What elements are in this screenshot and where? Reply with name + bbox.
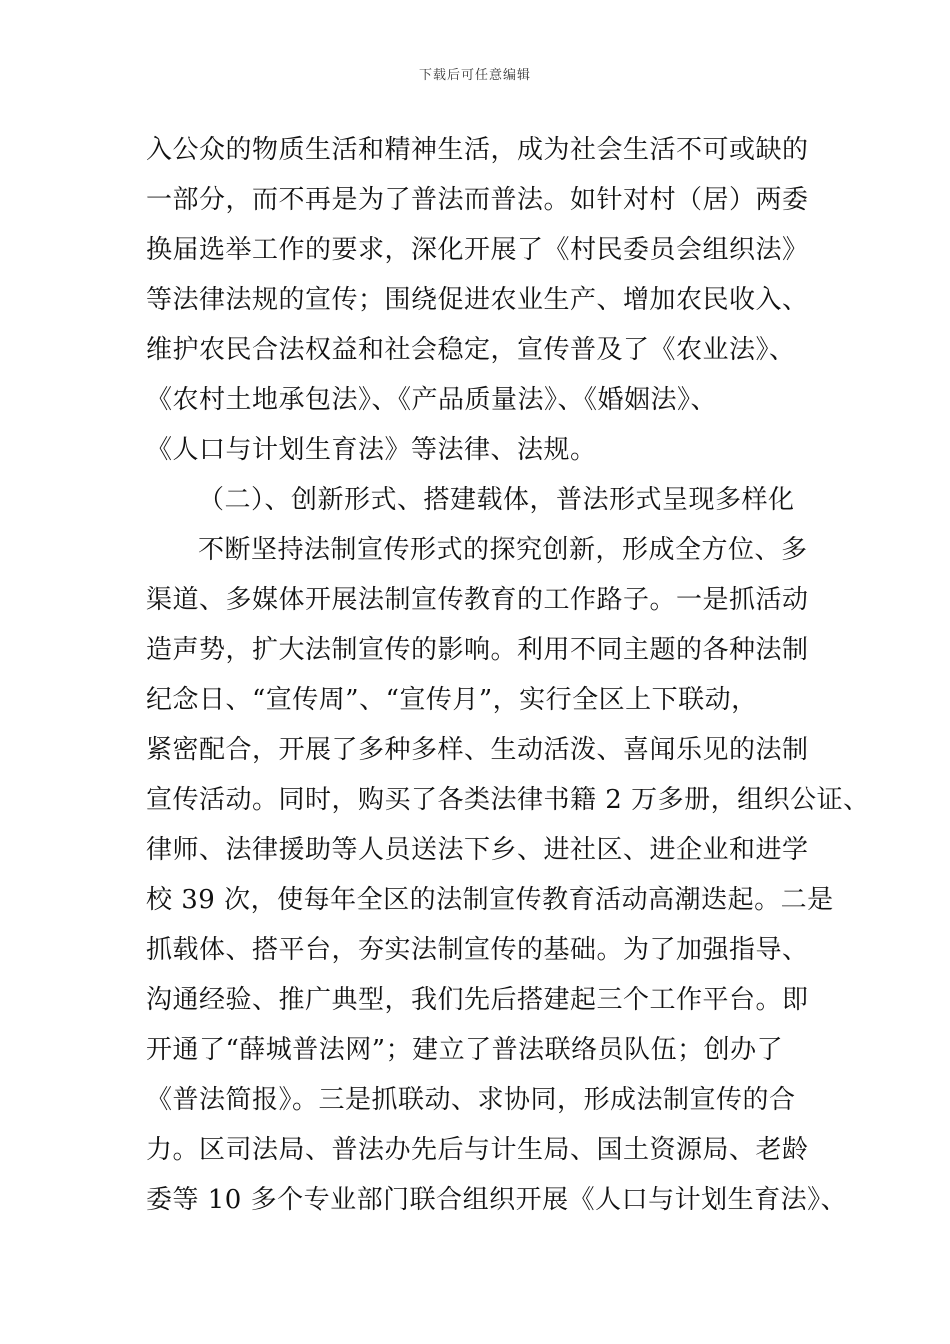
text-line-2: 一部分，而不再是为了普法而普法。如针对村（居）两委 [146,185,809,215]
text-line-17: 抓载体、搭平台，夯实法制宣传的基础。为了加强指导、 [146,935,809,965]
text-line-14: 宣传活动。同时，购买了各类法律书籍 2 万多册，组织公证、 [146,785,870,815]
text-line-18: 沟通经验、推广典型，我们先后搭建起三个工作平台。即 [146,985,809,1015]
text-line-11: 造声势，扩大法制宣传的影响。利用不同主题的各种法制 [146,635,809,665]
text-line-13: 紧密配合，开展了多种多样、生动活泼、喜闻乐见的法制 [146,735,809,765]
text-line-22: 委等 10 多个专业部门联合组织开展《人口与计划生育法》、 [146,1185,848,1215]
text-line-9: 不断坚持法制宣传形式的探究创新，形成全方位、多 [198,535,808,565]
text-line-15: 律师、法律援助等人员送法下乡、进社区、进企业和进学 [146,835,809,865]
text-line-21: 力。区司法局、普法办先后与计生局、国土资源局、老龄 [146,1135,809,1165]
section-heading: （二）、创新形式、搭建载体，普法形式呈现多样化 [198,485,795,515]
text-line-5: 维护农民合法权益和社会稳定，宣传普及了《农业法》、 [146,335,796,365]
text-line-1: 入公众的物质生活和精神生活，成为社会生活不可或缺的 [146,135,809,165]
text-line-19: 开通了“薛城普法网”；建立了普法联络员队伍；创办了 [146,1035,784,1065]
text-line-3: 换届选举工作的要求，深化开展了《村民委员会组织法》 [146,235,809,265]
text-line-4: 等法律法规的宣传；围绕促进农业生产、增加农民收入、 [146,285,809,315]
text-line-10: 渠道、多媒体开展法制宣传教育的工作路子。一是抓活动 [146,585,809,615]
text-line-20: 《普法简报》。三是抓联动、求协同，形成法制宣传的合 [146,1085,796,1115]
text-line-16: 校 39 次，使每年全区的法制宣传教育活动高潮迭起。二是 [146,885,834,915]
header-note: 下载后可任意编辑 [418,68,531,83]
text-line-12: 纪念日、“宣传周”、“宣传月”，实行全区上下联动， [146,685,758,715]
text-line-7: 《人口与计划生育法》等法律、法规。 [146,435,597,465]
text-line-6: 《农村土地承包法》、《产品质量法》、《婚姻法》、 [146,385,718,415]
